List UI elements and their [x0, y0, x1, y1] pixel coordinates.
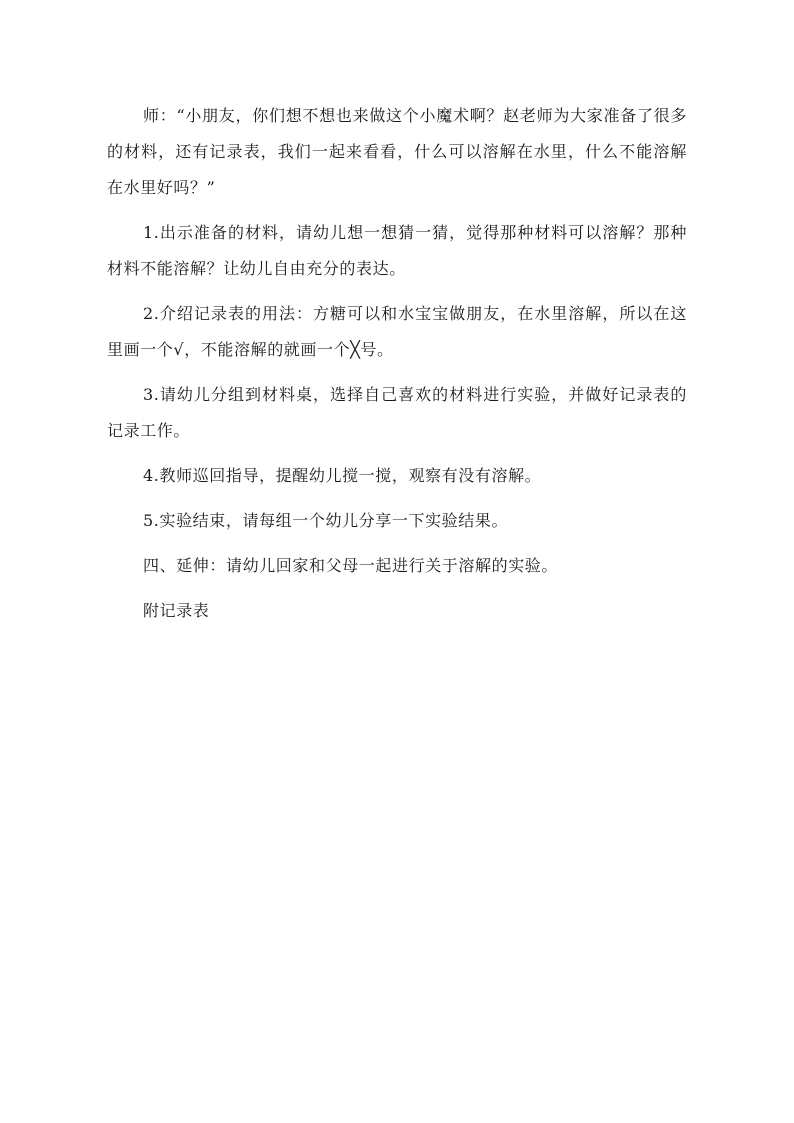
paragraph-step-5: 5.实验结束，请每组一个幼儿分享一下实验结果。: [143, 511, 509, 530]
paragraph-extension: 四、延伸：请幼儿回家和父母一起进行关于溶解的实验。: [143, 556, 559, 575]
paragraph-appendix-label: 附记录表: [143, 601, 210, 620]
paragraph-step-3: 3.请幼儿分组到材料桌，选择自己喜欢的材料进行实验，并做好记录表的记录工作。: [107, 385, 687, 440]
paragraph-teacher-dialogue: 师：“小朋友，你们想不想也来做这个小魔术啊？赵老师为大家准备了很多的材料，还有记录表，我们一起来看看，什么可以溶解在水里，什么不能溶解在水里好吗？”: [107, 106, 687, 197]
paragraph-step-4: 4.教师巡回指导，提醒幼儿搅一搅，观察有没有溶解。: [143, 466, 542, 485]
document-body: [107, 98, 687, 638]
paragraph-step-2: 2.介绍记录表的用法：方糖可以和水宝宝做朋友，在水里溶解，所以在这里画一个√，不能溶解的就画一个╳号。: [107, 304, 687, 359]
paragraph-step-1: 1.出示准备的材料，请幼儿想一想猜一猜，觉得那种材料可以溶解？那种材料不能溶解？让幼儿自由充分的表达。: [107, 223, 687, 278]
